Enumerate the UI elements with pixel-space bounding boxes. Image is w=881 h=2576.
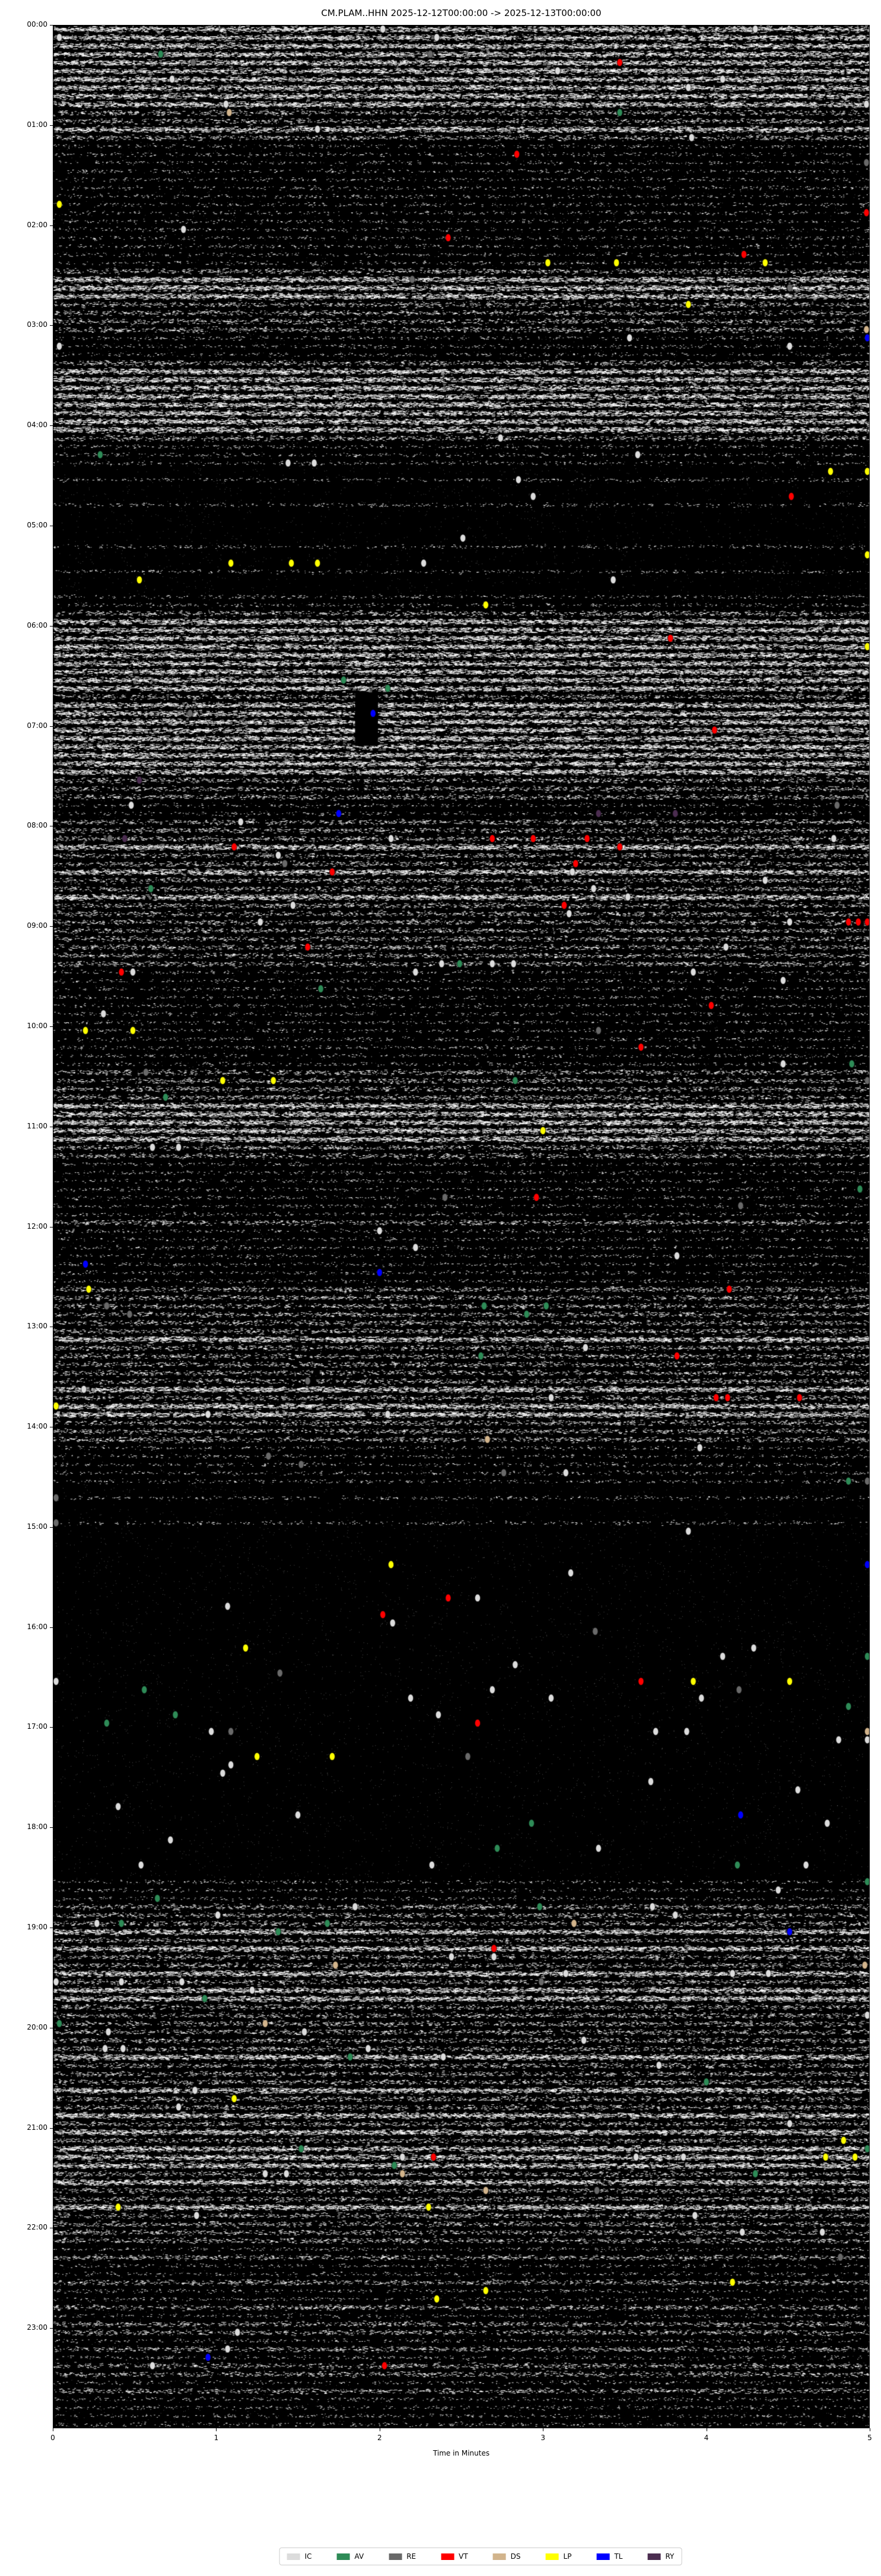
y-tick-label: 22:00 [27, 2223, 47, 2232]
legend-label: RE [406, 2552, 416, 2561]
x-tick-mark [216, 2428, 217, 2431]
legend-item-ic [287, 2552, 312, 2561]
legend-item-tl [596, 2552, 622, 2561]
y-tick-mark [50, 926, 53, 927]
y-tick-mark [50, 325, 53, 326]
legend-label: VT [459, 2552, 468, 2561]
legend-swatch-ic [287, 2553, 300, 2560]
legend-box [279, 2548, 682, 2565]
legend-label: RY [665, 2552, 675, 2561]
legend-swatch-vt [441, 2553, 454, 2560]
x-axis-label: Time in Minutes [432, 2449, 490, 2457]
y-tick-label: 10:00 [27, 1021, 47, 1030]
legend-item-ds [493, 2552, 521, 2561]
legend-item-lp [546, 2552, 572, 2561]
y-tick-label: 13:00 [27, 1322, 47, 1331]
y-tick-label: 20:00 [27, 2022, 47, 2031]
y-tick-label: 08:00 [27, 821, 47, 830]
y-tick-label: 00:00 [27, 20, 47, 28]
y-tick-label: 05:00 [27, 520, 47, 529]
y-tick-label: 15:00 [27, 1522, 47, 1531]
y-tick-mark [50, 1727, 53, 1728]
x-tick-label: 2 [377, 2434, 382, 2442]
y-tick-mark [50, 1827, 53, 1828]
y-tick-label: 09:00 [27, 921, 47, 930]
x-tick-label: 5 [867, 2434, 872, 2442]
legend-swatch-ry [647, 2553, 660, 2560]
y-tick-mark [50, 425, 53, 426]
y-tick-label: 18:00 [27, 1823, 47, 1831]
y-tick-mark [50, 2128, 53, 2129]
x-tick-label: 1 [214, 2434, 219, 2442]
y-tick-label: 01:00 [27, 120, 47, 129]
y-tick-label: 02:00 [27, 220, 47, 229]
legend-label: LP [563, 2552, 572, 2561]
chart-title: CM.PLAM..HHN 2025-12-12T00:00:00 -> 2025-12-13T00:00:00 [321, 8, 602, 18]
legend-label: TL [614, 2552, 623, 2561]
legend-label: DS [510, 2552, 521, 2561]
legend-swatch-av [337, 2553, 350, 2560]
y-tick-label: 16:00 [27, 1622, 47, 1631]
y-tick-mark [50, 1627, 53, 1628]
y-tick-label: 12:00 [27, 1222, 47, 1230]
y-tick-label: 21:00 [27, 2123, 47, 2132]
legend-swatch-re [389, 2553, 402, 2560]
x-tick-label: 3 [540, 2434, 545, 2442]
y-tick-mark [50, 726, 53, 727]
y-tick-mark [50, 2328, 53, 2329]
legend-item-re [389, 2552, 416, 2561]
y-tick-label: 19:00 [27, 1923, 47, 1932]
y-tick-label: 23:00 [27, 2323, 47, 2332]
y-tick-mark [50, 125, 53, 126]
legend-swatch-lp [546, 2553, 559, 2560]
y-tick-label: 14:00 [27, 1422, 47, 1431]
legend-label: AV [354, 2552, 364, 2561]
y-tick-mark [50, 1527, 53, 1528]
legend-item-av [337, 2552, 364, 2561]
y-tick-label: 04:00 [27, 421, 47, 430]
y-tick-label: 06:00 [27, 621, 47, 629]
legend-swatch-ds [493, 2553, 506, 2560]
y-tick-label: 07:00 [27, 721, 47, 730]
legend-swatch-tl [596, 2553, 609, 2560]
dayplot-canvas [53, 25, 870, 2428]
y-tick-mark [50, 225, 53, 226]
x-tick-label: 4 [704, 2434, 709, 2442]
y-tick-label: 03:00 [27, 320, 47, 329]
y-tick-label: 17:00 [27, 1722, 47, 1731]
y-tick-mark [50, 25, 53, 26]
legend-label: IC [304, 2552, 312, 2561]
legend-item-vt [441, 2552, 468, 2561]
y-tick-mark [50, 1026, 53, 1027]
legend-item-ry [647, 2552, 674, 2561]
x-tick-label: 0 [50, 2434, 55, 2442]
y-tick-label: 11:00 [27, 1121, 47, 1130]
